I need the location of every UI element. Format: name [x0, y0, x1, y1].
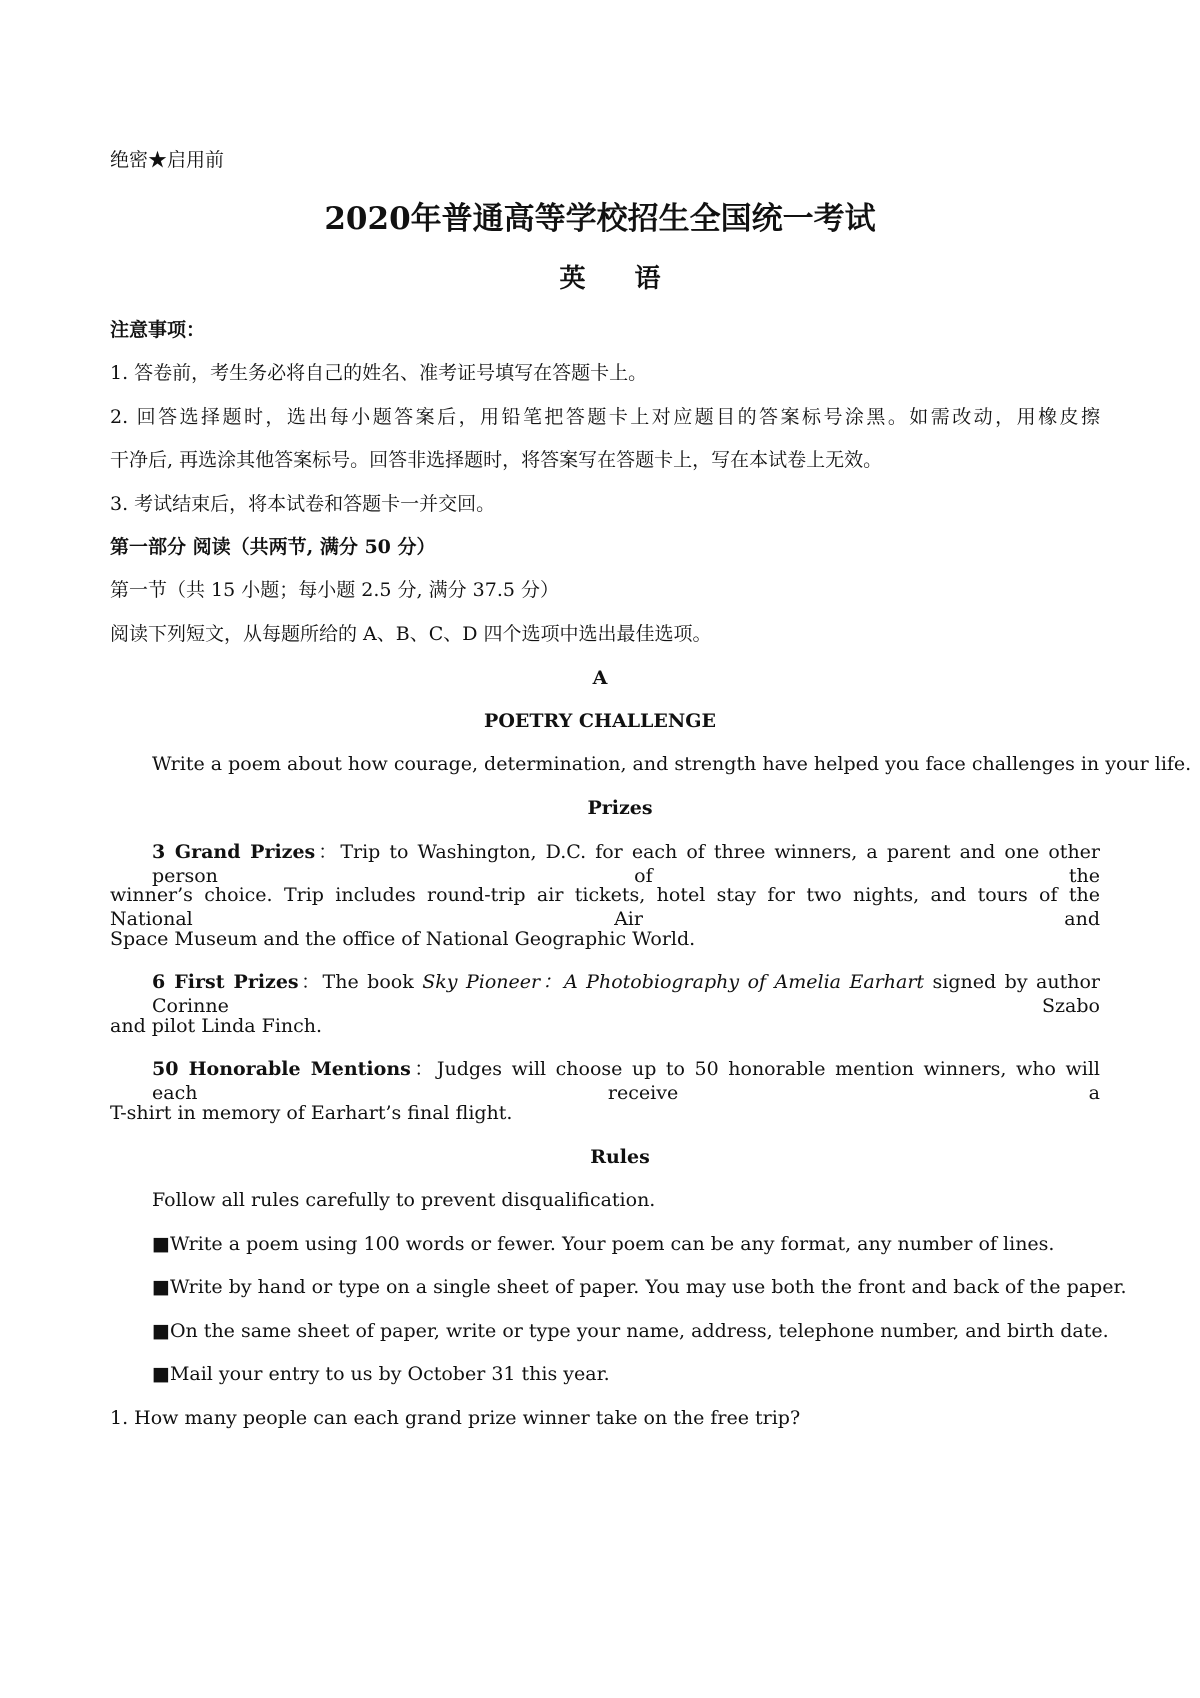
first-prize-text-before: The book: [322, 971, 423, 993]
grand-prize-sep: ：: [315, 841, 341, 863]
section-heading: 第一节（共 15 小题；每小题 2.5 分, 满分 37.5 分）: [110, 579, 560, 601]
rule-item-2: ■Write by hand or type on a single sheet of paper. You may use both the front and back of the paper.: [152, 1276, 1127, 1298]
exam-title: 2020年普通高等学校招生全国统一考试: [324, 201, 876, 237]
honorable-line-1: [152, 1057, 1100, 1105]
grand-prize-line-3: Space Museum and the office of National Geographic World.: [110, 928, 696, 950]
first-prize-text-after: signed by author Corinne Szabo: [152, 971, 1100, 1017]
passage-label: A: [592, 667, 608, 689]
rule-item-1: ■Write a poem using 100 words or fewer. Your poem can be any format, any number of lines.: [152, 1233, 1055, 1255]
honorable-line-2: T-shirt in memory of Earhart’s final flight.: [110, 1102, 513, 1124]
prizes-heading: Prizes: [587, 797, 653, 819]
rules-intro: Follow all rules carefully to prevent disqualification.: [152, 1189, 656, 1211]
note-item-2: 2. 回答选择题时，选出每小题答案后，用铅笔把答题卡上对应题目的答案标号涂黑。如需改动，用橡皮擦: [110, 406, 1100, 428]
first-prize-sep: ：: [298, 971, 323, 993]
rule-item-4: ■Mail your entry to us by October 31 this year.: [152, 1363, 610, 1385]
passage-title: POETRY CHALLENGE: [484, 710, 716, 732]
note-item-2-cont: 干净后, 再选涂其他答案标号。回答非选择题时，将答案写在答题卡上，写在本试卷上无效。: [110, 449, 883, 471]
first-prize-label: 6 First Prizes: [152, 971, 299, 993]
book-title: Sky Pioneer：A Photobiography of Amelia Earhart: [422, 971, 925, 993]
question-1: 1. How many people can each grand prize winner take on the free trip?: [110, 1407, 801, 1429]
section-instruction: 阅读下列短文，从每题所给的 A、B、C、D 四个选项中选出最佳选项。: [110, 623, 712, 645]
grand-prize-label: 3 Grand Prizes: [152, 841, 316, 863]
passage-intro: Write a poem about how courage, determination, and strength have helped you face challenges in your life.: [152, 753, 1192, 775]
honorable-label: 50 Honorable Mentions: [152, 1058, 411, 1080]
part-heading: 第一部分 阅读（共两节, 满分 50 分）: [110, 536, 436, 558]
first-prize-line-2: and pilot Linda Finch.: [110, 1015, 323, 1037]
subject-title: 英 语: [559, 264, 681, 294]
honorable-text-1: Judges will choose up to 50 honorable mention winners, who will each receive a: [152, 1058, 1100, 1104]
grand-prize-text-1: Trip to Washington, D.C. for each of three winners, a parent and one other person of the: [152, 841, 1101, 887]
honorable-sep: ：: [410, 1058, 437, 1080]
secret-mark: 绝密★启用前: [110, 149, 225, 171]
first-prize-line-1: [152, 970, 1100, 1018]
note-item-3: 3. 考试结束后，将本试卷和答题卡一并交回。: [110, 493, 496, 515]
notes-heading: 注意事项：: [110, 319, 206, 341]
grand-prize-line-2: winner’s choice. Trip includes round-trip air tickets, hotel stay for two nights, and tours of the National Air and: [110, 884, 1100, 930]
grand-prize-line-1: [152, 840, 1100, 888]
note-item-1: 1. 答卷前，考生务必将自己的姓名、准考证号填写在答题卡上。: [110, 362, 648, 384]
rules-heading: Rules: [590, 1146, 650, 1168]
rule-item-3: ■On the same sheet of paper, write or type your name, address, telephone number, and birth date.: [152, 1320, 1109, 1342]
